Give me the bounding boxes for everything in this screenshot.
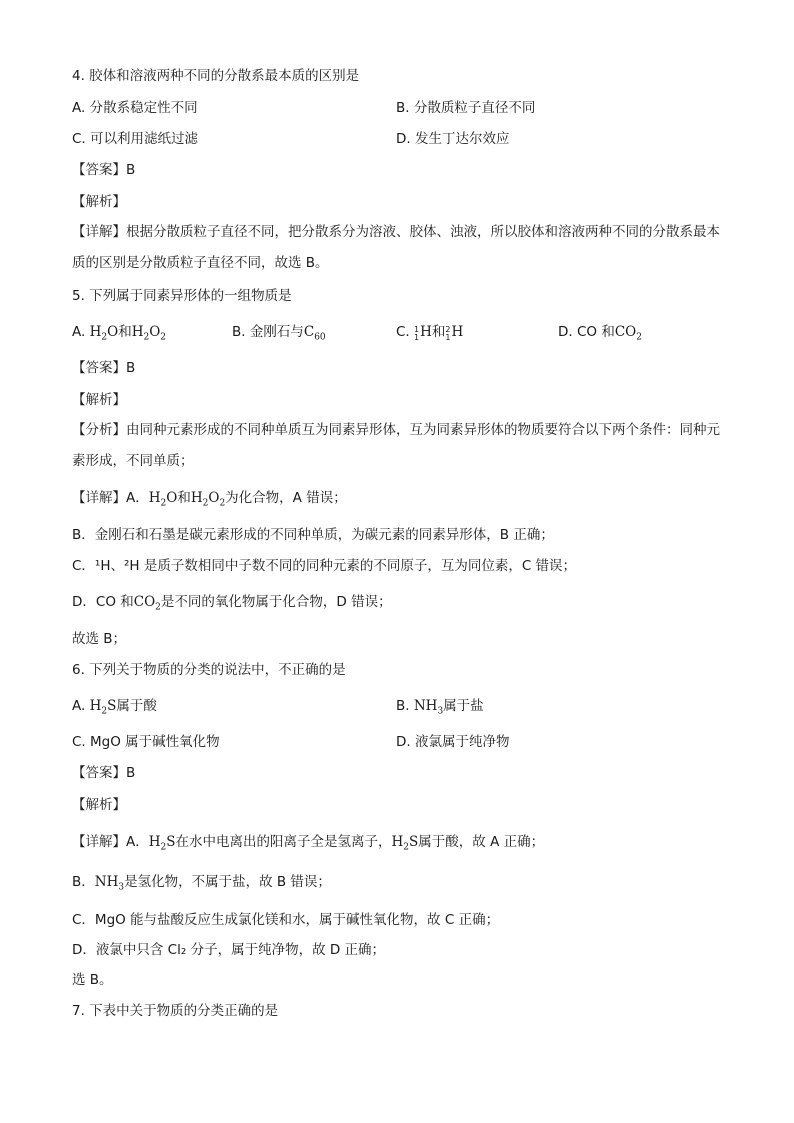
q5-analysis-label: 【解析】 (72, 392, 126, 408)
q5-option-c: C. 1 1 H和 2 1 H (396, 324, 464, 342)
q4-detail: 【详解】根据分散质粒子直径不同，把分散系分为溶液、胶体、浊液，所以胶体和溶液两种不同的分散系最本质的区别是分散质粒子直径不同，故选 B。 (72, 224, 720, 271)
q6-detail-a: 【详解】A．$H_2S$在水中电离出的阳离子全是氢离子，$H_2S$属于酸，故 A 正确； (72, 834, 545, 853)
q5-option-b: B. 金刚石与$C_{60}$ (232, 324, 326, 343)
q4-answer: 【答案】B (72, 162, 136, 178)
q4-option-d: D. 发生丁达尔效应 (396, 131, 510, 147)
q6-detail-c: C．MgO 能与盐酸反应生成氯化镁和水，属于碱性氧化物，故 C 正确； (72, 912, 500, 928)
q5-stem: 5. 下列属于同素异形体的一组物质是 (72, 288, 292, 304)
q6-analysis-label: 【解析】 (72, 797, 126, 813)
q6-answer: 【答案】B (72, 765, 136, 781)
q5-fenxi: 【分析】由同种元素形成的不同种单质互为同素异形体，互为同素异形体的物质要符合以下两个条件：同种元素形成，不同单质； (72, 422, 720, 469)
q6-option-d: D. 液氯属于纯净物 (396, 734, 510, 750)
q6-option-a: A. $H_2S$属于酸 (72, 698, 157, 717)
q5-detail-b: B．金刚石和石墨是碳元素形成的不同种单质，为碳元素的同素异形体，B 正确； (72, 527, 554, 543)
q5-conclusion: 故选 B； (72, 631, 127, 647)
q5-option-d: D. CO 和$CO_2$ (558, 324, 642, 343)
q6-detail-b: B．$NH_3$是氢化物，不属于盐，故 B 错误； (72, 874, 331, 893)
q4-option-a: A. 分散系稳定性不同 (72, 100, 198, 116)
q4-option-b: B. 分散质粒子直径不同 (396, 100, 536, 116)
q5-detail-c: C．¹H、²H 是质子数相同中子数不同的同种元素的不同原子，互为同位素，C 错误； (72, 558, 577, 574)
q4-stem: 4. 胶体和溶液两种不同的分散系最本质的区别是 (72, 68, 360, 84)
q5-detail-a: 【详解】A．$H_2O$和$H_2O_2$为化合物，A 错误； (72, 490, 347, 509)
q5-option-a: A. $H_2O$和$H_2O_2$ (72, 324, 167, 343)
q7-stem: 7. 下表中关于物质的分类正确的是 (72, 1003, 279, 1019)
q6-stem: 6. 下列关于物质的分类的说法中，不正确的是 (72, 662, 346, 678)
q6-conclusion: 选 B。 (72, 972, 113, 988)
q5-answer: 【答案】B (72, 360, 136, 376)
q4-analysis-label: 【解析】 (72, 194, 126, 210)
q5-detail-d: D．CO 和$CO_2$是不同的氧化物属于化合物，D 错误； (72, 594, 392, 613)
q6-option-b: B. $NH_3$属于盐 (396, 698, 484, 717)
q4-option-c: C. 可以利用滤纸过滤 (72, 131, 199, 147)
q6-option-c: C. MgO 属于碱性氧化物 (72, 734, 220, 750)
q6-detail-d: D．液氯中只含 Cl₂ 分子，属于纯净物，故 D 正确； (72, 942, 386, 958)
